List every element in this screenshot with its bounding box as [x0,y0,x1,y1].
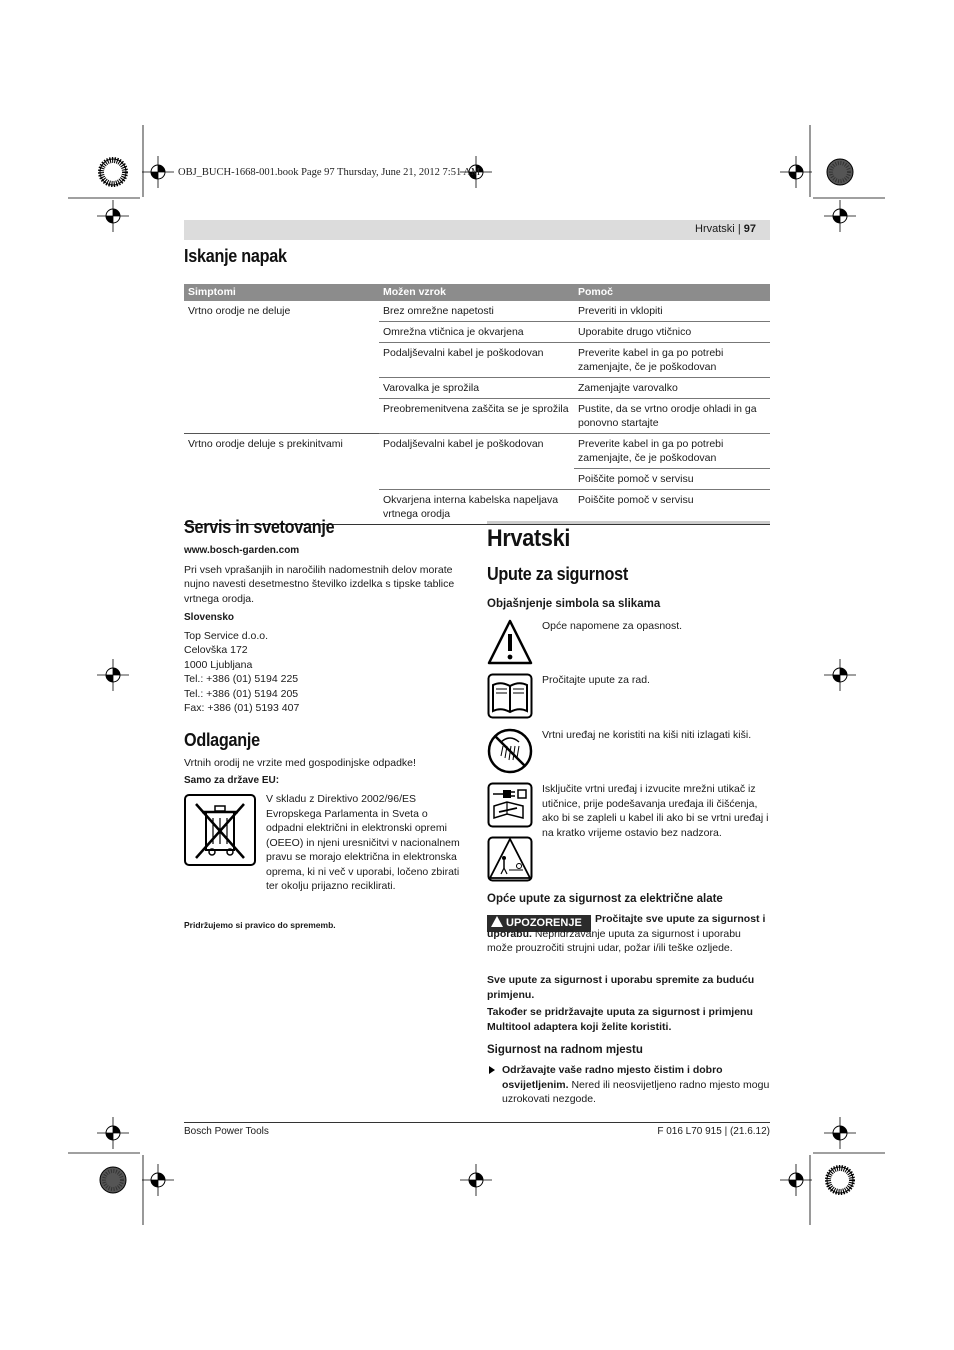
cause-cell: Okvarjena interna kabelska napeljava vrtnega orodja [379,490,574,525]
header-language: Hrvatski [695,223,735,235]
cause-cell: Preobremenitvena zaščita se je sprožila [379,399,574,434]
workplace-bullet-bold: Održavajte vaše radno mjesto čistim i dobro osvijetljenim. [502,1064,723,1091]
remedy-cell: Poiščite pomoč v servisu [574,469,770,490]
disposal-title: Odlaganje [184,730,260,750]
workplace-title: Sigurnost na radnom mjestu [487,1044,643,1056]
address-line: Top Service d.o.o. [184,629,269,642]
workplace-bullet-text: Nered ili neosvijetljeno radno mjesto mogu uzrokovati nezgode. [502,1078,770,1105]
cause-cell: Omrežna vtičnica je okvarjena [379,322,574,343]
service-website: www.bosch-garden.com [184,545,300,556]
change-note: Pridržujemo si pravico do sprememb. [184,920,336,930]
symbol-text: Pročitajte upute za rad. [542,674,650,686]
disposal-text: Vrtnih orodij ne vrzite med gospodinjske odpadke! [184,757,416,769]
section-divider [487,521,770,524]
keep-instructions: Sve upute za sigurnost i uporabu spremite za buduću primjenu. [487,974,755,1001]
symbol-row [487,619,770,667]
page-header-bar [184,220,770,240]
symbol-text: Vrtni uređaj ne koristiti na kiši niti izlagati kiši. [542,729,752,741]
table-row [184,301,770,322]
column-header: Pomoč [574,284,770,301]
cause-cell: Podaljševalni kabel je poškodovan [383,438,544,450]
cause-cell [379,469,574,490]
croatian-title: Hrvatski [487,525,571,552]
address-line: 1000 Ljubljana [184,658,253,671]
cause-cell: Varovalka je sprožila [379,378,574,399]
remedy-cell: Uporabite drugo vtičnico [574,322,770,343]
bystander-distance-icon [487,836,533,882]
remedy-cell: Preverite kabel in ga po potrebi zamenjajte, če je poškodovan [574,434,770,469]
symptom-cell: Vrtno orodje ne deluje [184,301,379,434]
table-row [184,434,770,469]
address-line: Fax: +386 (01) 5193 407 [184,702,300,714]
column-header: Možen vzrok [379,284,574,301]
footer-right: F 016 L70 915 | (21.6.12) [657,1126,770,1137]
service-title: Servis in svetovanje [184,517,335,537]
header-separator: | [734,223,744,235]
remedy-cell: Pustite, da se vrtno orodje ohladi in ga ponovno startajte [574,399,770,434]
warning-triangle-icon [487,619,533,665]
warning-bold: Pročitajte sve upute za sigurnost i uporabu. [487,913,766,940]
bullet-arrow-icon [489,1066,495,1074]
disposal-eu-label: Samo za države EU: [184,774,280,786]
address-line: Tel.: +386 (01) 5194 225 [184,673,299,685]
footer-left: Bosch Power Tools [184,1126,269,1137]
troubleshooting-title: Iskanje napak [184,246,287,266]
symbol-text: Opće napomene za opasnost. [542,620,683,632]
footer-rule [184,1122,770,1123]
no-rain-icon [487,728,533,774]
page-number: 97 [743,223,756,235]
remedy-cell: Preveriti in vklopiti [574,301,770,322]
multitool-note: Također se pridržavajte uputa za sigurnost i primjenu Multitool adaptera koji želite koristiti. [487,1006,753,1033]
workplace-bullet [487,1063,770,1107]
symbol-row [487,782,770,842]
service-address [184,629,459,716]
symptom-cell: Vrtno orodje deluje s prekinitvami [184,434,379,525]
remedy-cell: Preverite kabel in ga po potrebi zamenjajte, če je poškodovan [574,343,770,378]
safety-title: Upute za sigurnost [487,564,628,584]
cause-cell: Podaljševalni kabel je poškodovan [379,343,574,378]
service-intro: Pri vseh vprašanjih in naročilih nadomestnih delov morate nujno navesti desetmestno številko izdelka s tipske tablice vrtnega orodja. [184,563,455,605]
address-line: Celovška 172 [184,644,248,656]
read-manual-icon [487,673,533,719]
symbols-title: Objašnjenje simbola sa slikama [487,598,661,610]
remedy-cell: Poiščite pomoč v servisu [574,490,770,525]
page-header [695,223,756,235]
general-safety-title: Opće upute za sigurnost za električne alate [487,893,723,905]
unplug-icon [487,782,533,828]
address-line: Tel.: +386 (01) 5194 205 [184,687,299,700]
table-header-row [184,284,770,301]
service-section [184,544,459,716]
disposal-eu-text: V skladu z Direktivo 2002/96/ES Evropskega Parlamenta in Sveta o odpadni električni in elektronski opremi (OEEO) in njeni uresničitvi v nacionalnem pravu se morajo električna in elektronska oprema, ki ni več v uporabi, ločeno zbirati ter okolju prijazno reciklirati. [266,793,460,892]
troubleshooting-table [184,284,770,525]
cause-cell: Brez omrežne napetosti [379,301,574,322]
service-country: Slovensko [184,612,235,623]
warning-paragraph [487,912,767,956]
crossed-bin-icon [184,794,256,866]
remedy-cell: Zamenjajte varovalko [574,378,770,399]
symbol-text: Isključite vrtni uređaj i izvucite mrežni utikač iz utičnice, prije podešavanja uređaja ili čišćenja, ako bi se zapleli u kabel ili ako bi se vrtni uređaj i na kratko vrijeme ostavio bez nadzora. [542,783,769,839]
print-header: OBJ_BUCH-1668-001.book Page 97 Thursday, June 21, 2012 7:51 AM [178,167,481,178]
warning-text: Nepridržavanje uputa za sigurnost i uporabu može prouzročiti strujni udar, požar i/ili teške ozljede. [487,927,741,954]
warning-badge-label: UPOZORENJE [506,917,582,929]
symbol-row [487,728,770,776]
disposal-section [184,756,464,788]
symbol-row [487,836,770,884]
column-header: Simptomi [184,284,379,301]
symbol-row [487,673,770,721]
